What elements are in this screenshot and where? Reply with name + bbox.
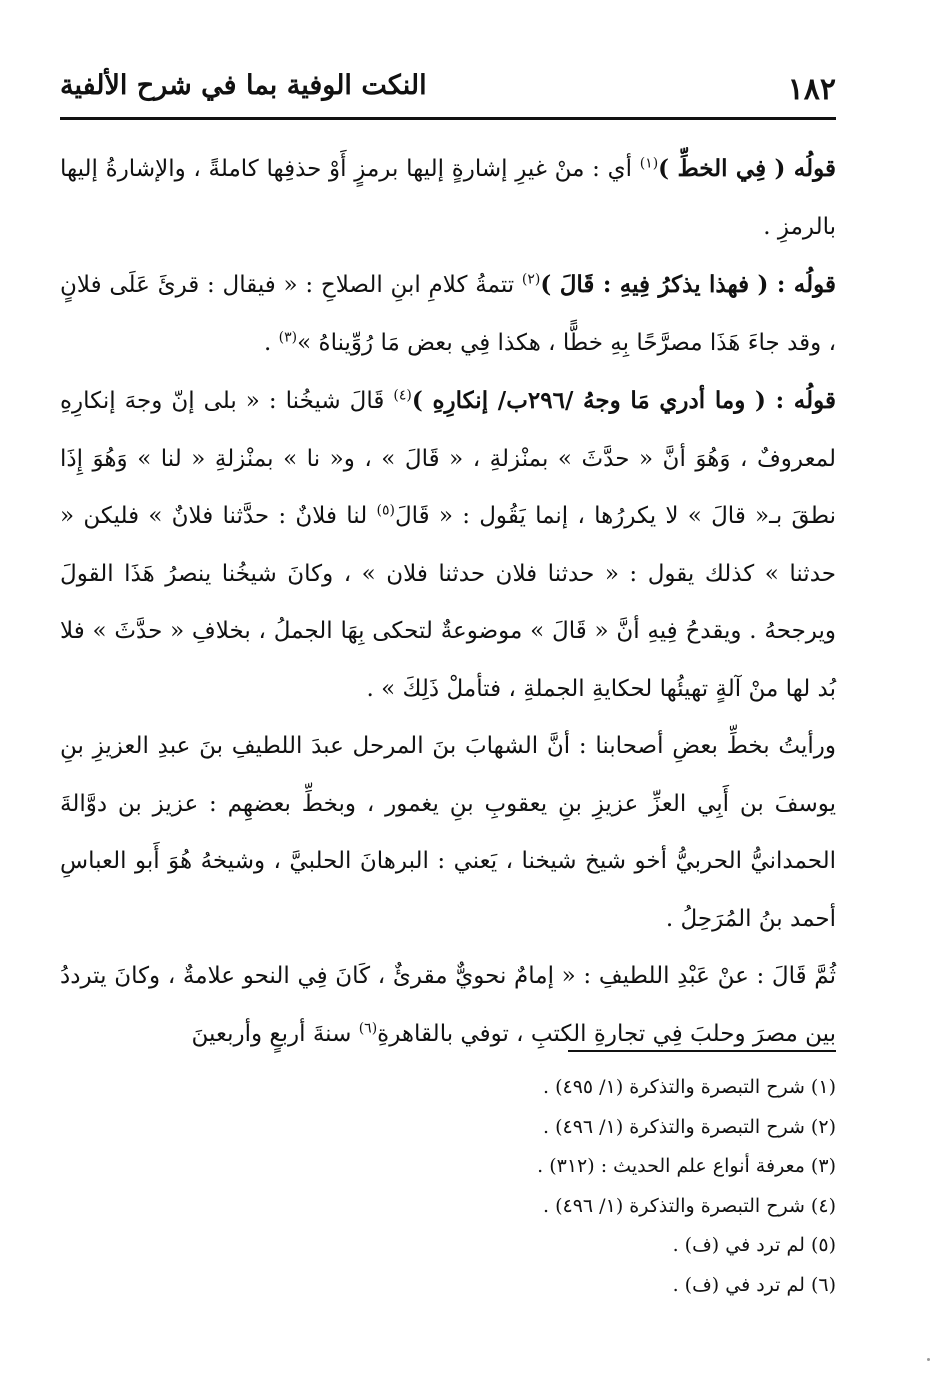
header-divider — [60, 117, 836, 120]
paragraph-text: ورأيتُ بخطِّ بعضِ أصحابنا : أنَّ الشهابَ بنَ المرحل عبدَ اللطيفِ بنَ عبدِ العزيزِ بنِ يوسفَ بن أَبِي العزِّ عزيزِ بنِ يعقوبِ بنِ يغمور ، وبخطِّ بعضهِم : عزيز بن دوَّالةَ الحمدانيُّ الحربيُّ أخو شيخ شيخنا ، يَعني : البرهانَ الحلبيَّ ، وشيخهُ هُوَ أَبو العباسِ أحمد بنُ المُرَحِلُ . — [60, 733, 837, 932]
paragraph-5 — [60, 948, 836, 1063]
page-number: ١٨٢ — [787, 72, 836, 107]
footnote-marker: (٥) — [376, 502, 395, 519]
paragraph-3 — [60, 372, 836, 718]
footnotes — [60, 1068, 836, 1305]
footnote-marker: (٢) — [521, 271, 541, 288]
footnote-marker: (١) — [639, 155, 659, 172]
paragraph-text-continued: لنا فلانٌ : حدَّثنا فلانٌ » فليكن « حدثنا » كذلك يقول : « حدثنا فلان حدثنا فلان » ، وكانَ شيخُنا ينصرُ هَذَا القولَ ويرجحهُ . ويقدحُ فِيهِ أنَّ « قَالَ » موضوعةٌ لتحكى بِهَا الجملُ ، بخلافِ « حدَّثَ » فلا بُد لها منْ آلةٍ تهيئُها لحكايةِ الجملةِ ، فتأملْ ذَلِكَ » . — [60, 503, 836, 702]
footnote-marker: (٤) — [393, 387, 412, 404]
footnote-2: (٢) شرح التبصرة والتذكرة (١/ ٤٩٦) . — [543, 1115, 836, 1138]
footnote-marker: (٦) — [358, 1019, 378, 1036]
paragraph-4 — [60, 718, 836, 948]
paragraph-tail: . — [264, 329, 279, 356]
quoted-phrase: قولُه ( فِي الخطِّ ) — [658, 155, 836, 182]
quoted-phrase: قولُه : ( فهذا يذكرُ فِيهِ : قَالَ ) — [540, 271, 837, 298]
paragraph-text: أي : منْ غيرِ إشارةٍ إليها برمزٍ أَوْ حذفِها كاملةً ، والإشارةُ إليها بالرمزِ . — [60, 156, 836, 240]
footnote-1: (١) شرح التبصرة والتذكرة (١/ ٤٩٥) . — [543, 1076, 836, 1098]
running-header — [60, 62, 836, 114]
paragraph-text-continued: سنةَ أربعٍ وأربعينَ — [191, 1020, 359, 1047]
footnote-3: (٣) معرفة أنواع علم الحديث : (٣١٢) . — [537, 1155, 836, 1177]
quoted-phrase: قولُه : ( وما أدري مَا وجهُ /٢٩٦ب/ إنكارِهِ ) — [411, 387, 837, 414]
paragraph-1 — [60, 140, 836, 256]
paragraph-text: تتمةُ كلامِ ابنِ الصلاحِ : « فيقال : قرئَ عَلَى فلانٍ ، وقد جاءَ هَذَا مصرَّحًا بِهِ خطًّا ، هكذا فِي بعض مَا رُوِّيناهُ » — [60, 272, 836, 356]
main-text — [60, 140, 836, 1063]
paragraph-2 — [60, 256, 836, 372]
footnote-marker: (٣) — [278, 328, 298, 345]
scan-speck — [927, 1358, 930, 1361]
footnote-divider — [568, 1050, 836, 1052]
book-title: النكت الوفية بما في شرح الألفية — [60, 70, 427, 101]
footnote-4: (٤) شرح التبصرة والتذكرة (١/ ٤٩٦) . — [543, 1194, 836, 1217]
paragraph-text: ثُمَّ قَالَ : عنْ عَبْدِ اللطيفِ : « إمامٌ نحويٌّ مقرئٌ ، كَانَ فِي النحو علامةٌ ، وكانَ يترددُ بين مصرَ وحلبَ فِي تجارةِ الكتبِ ، توفي بالقاهرةِ — [60, 963, 837, 1047]
footnote-6: (٦) لم ترد في (ف) . — [672, 1273, 836, 1296]
paragraph-text: قَالَ شيخُنا : « بلى إنّ وجهَ إنكارِهِ لمعروفٌ ، وَهُوَ أنَّ « حدَّثَ » بمنْزلةِ ، « قَالَ » ، و« نا » بمنْزلةِ « لنا » وَهُوَ إِذَا نطقَ بـ« قالَ » لا يكررُها ، إنما يَقُول : « قَالَ — [60, 388, 836, 529]
footnote-5: (٥) لم ترد في (ف) . — [672, 1234, 836, 1256]
